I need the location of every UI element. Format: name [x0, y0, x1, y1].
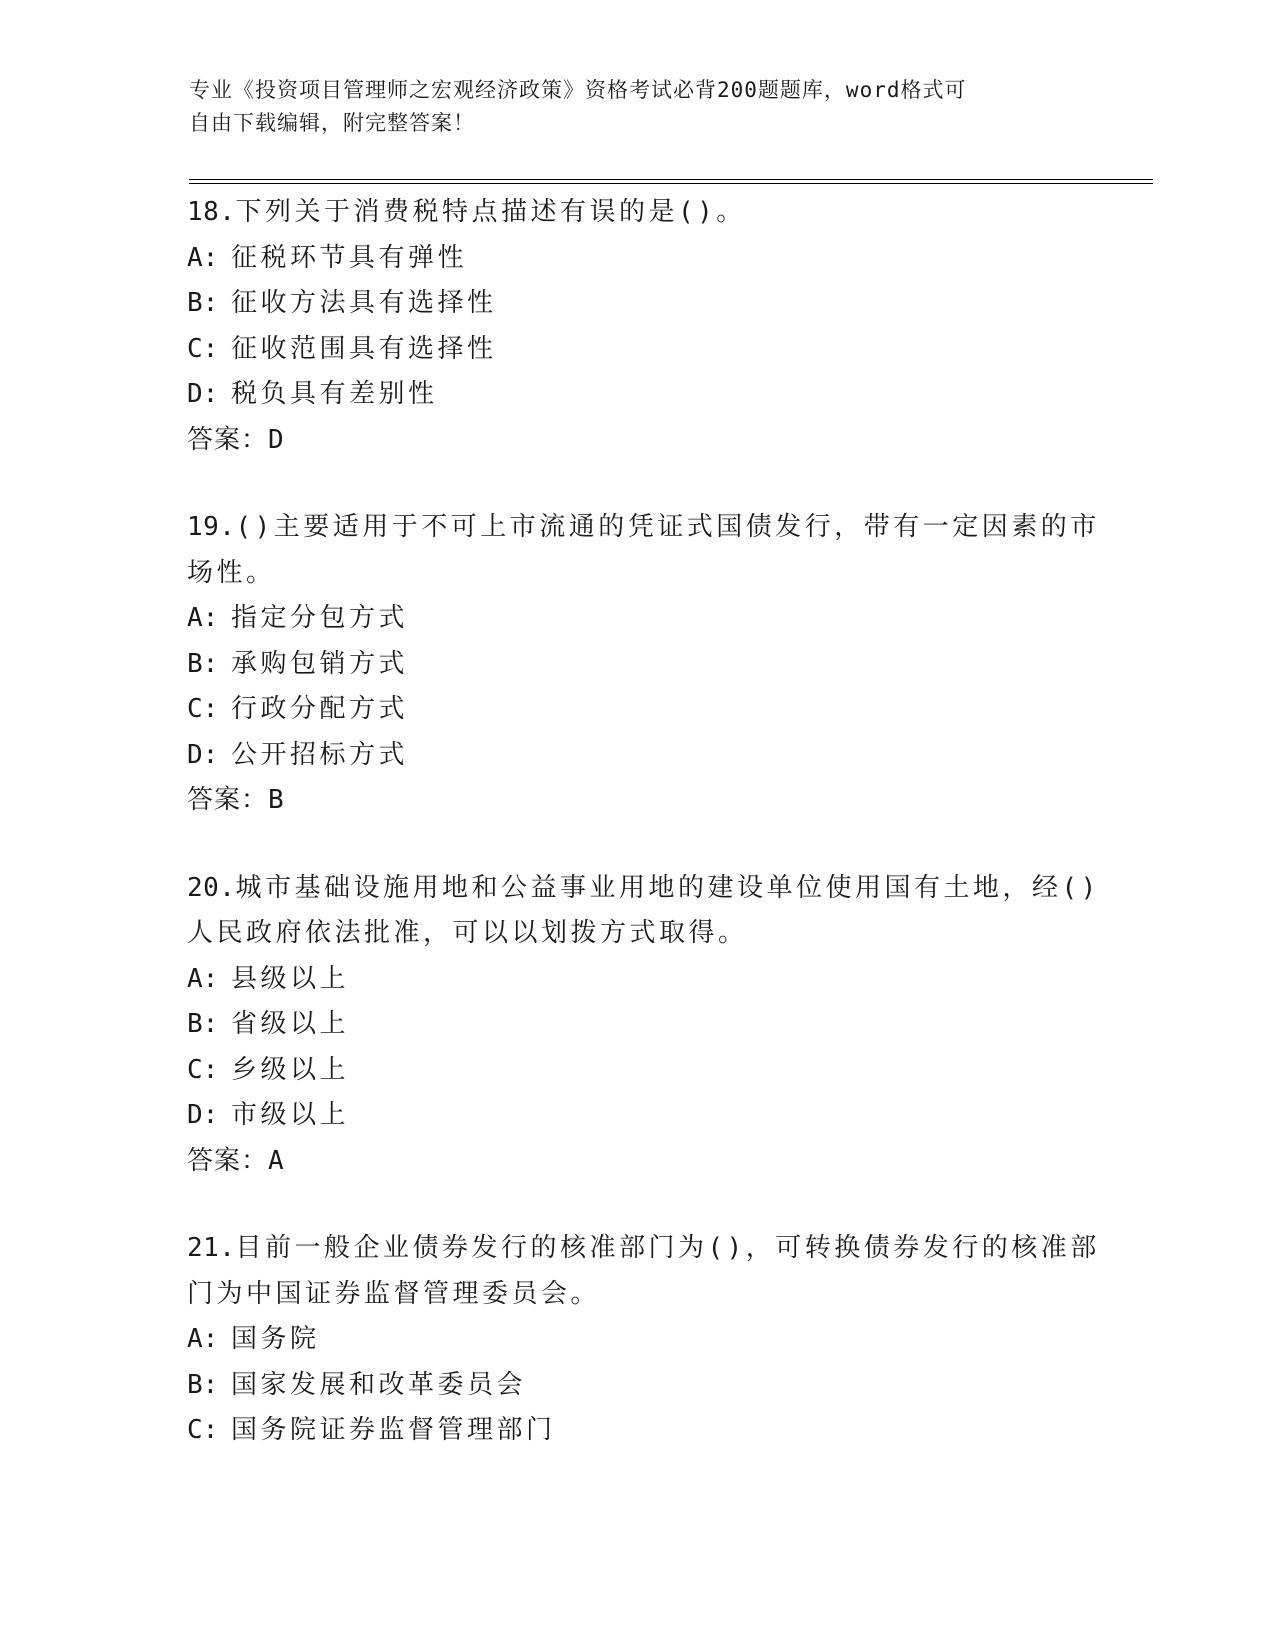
header-divider-top [189, 179, 1153, 180]
option-text: 征收方法具有选择性 [231, 288, 497, 318]
question-stem-line [187, 1226, 1100, 1272]
option-text: 国家发展和改革委员会 [231, 1369, 527, 1400]
option-key: C: [187, 694, 219, 724]
option-key: A: [187, 242, 219, 273]
question-text: 目前一般企业债券发行的核准部门为()，可转换债券发行的核准部 [235, 1233, 1100, 1263]
option-key: C: [187, 1054, 219, 1085]
question-number: 19. [187, 512, 236, 542]
option-a [187, 957, 1087, 1003]
answer-line [187, 418, 1087, 464]
question-19 [187, 505, 1100, 824]
option-key: C: [187, 333, 219, 364]
option-b [187, 642, 1087, 688]
option-a [187, 1317, 1087, 1363]
option-key: D: [187, 1100, 219, 1130]
option-b [187, 281, 1087, 327]
option-b [187, 1002, 1087, 1048]
option-text: 国务院证券监督管理部门 [231, 1415, 556, 1445]
option-key: B: [187, 1369, 219, 1400]
header-divider-bottom [189, 183, 1153, 184]
question-text: 下列关于消费税特点描述有误的是()。 [235, 197, 746, 227]
question-text: ()主要适用于不可上市流通的凭证式国债发行，带有一定因素的市 [235, 512, 1100, 542]
option-text: 国务院 [231, 1324, 320, 1354]
answer-line [187, 1139, 1087, 1185]
option-key: D: [187, 739, 219, 770]
option-text: 税负具有差别性 [231, 379, 438, 409]
option-text: 公开招标方式 [231, 739, 409, 770]
option-key: B: [187, 1009, 219, 1039]
header-line-1: 专业《投资项目管理师之宏观经济政策》资格考试必背200题题库，word格式可 [189, 78, 967, 102]
option-text: 省级以上 [231, 1009, 350, 1039]
option-text: 指定分包方式 [231, 603, 409, 633]
question-stem-continuation: 场性。 [187, 557, 276, 588]
option-a [187, 596, 1087, 642]
answer-label: 答案： [187, 424, 269, 455]
option-c [187, 687, 1087, 733]
question-18 [187, 190, 1087, 463]
question-number: 21. [187, 1233, 236, 1263]
option-text: 行政分配方式 [231, 694, 409, 724]
option-d [187, 372, 1087, 418]
header-line-2: 自由下载编辑，附完整答案！ [189, 111, 475, 135]
option-key: B: [187, 288, 219, 318]
option-c [187, 1408, 1087, 1454]
option-text: 承购包销方式 [231, 648, 409, 679]
question-stem-continuation: 门为中国证券监督管理委员会。 [187, 1278, 601, 1309]
option-text: 县级以上 [231, 963, 350, 994]
option-key: D: [187, 379, 219, 409]
option-key: A: [187, 1324, 219, 1354]
question-21 [187, 1226, 1100, 1454]
answer-line [187, 778, 1087, 824]
answer-value: B [268, 785, 284, 815]
option-a [187, 236, 1087, 282]
question-stem-continuation: 人民政府依法批准，可以以划拨方式取得。 [187, 918, 748, 948]
option-text: 市级以上 [231, 1100, 350, 1130]
question-text: 城市基础设施用地和公益事业用地的建设单位使用国有土地，经() [235, 872, 1100, 903]
option-c [187, 327, 1087, 373]
option-d [187, 1093, 1087, 1139]
answer-value: D [268, 424, 284, 455]
answer-label: 答案： [187, 1145, 269, 1176]
answer-value: A [268, 1145, 284, 1176]
option-key: A: [187, 963, 219, 994]
question-20 [187, 866, 1100, 1185]
option-key: B: [187, 648, 219, 679]
option-text: 征税环节具有弹性 [231, 242, 468, 273]
question-stem-line [187, 866, 1100, 912]
question-number: 20. [187, 872, 236, 903]
option-text: 征收范围具有选择性 [231, 333, 497, 364]
option-key: A: [187, 603, 219, 633]
question-number: 18. [187, 197, 236, 227]
question-stem-line [187, 190, 1087, 236]
question-list [187, 190, 1100, 1496]
option-b [187, 1363, 1087, 1409]
option-c [187, 1048, 1087, 1094]
option-key: C: [187, 1415, 219, 1445]
option-d [187, 733, 1087, 779]
answer-label: 答案： [187, 785, 269, 815]
option-text: 乡级以上 [231, 1054, 350, 1085]
question-stem-line [187, 505, 1100, 551]
document-header [189, 74, 1089, 140]
